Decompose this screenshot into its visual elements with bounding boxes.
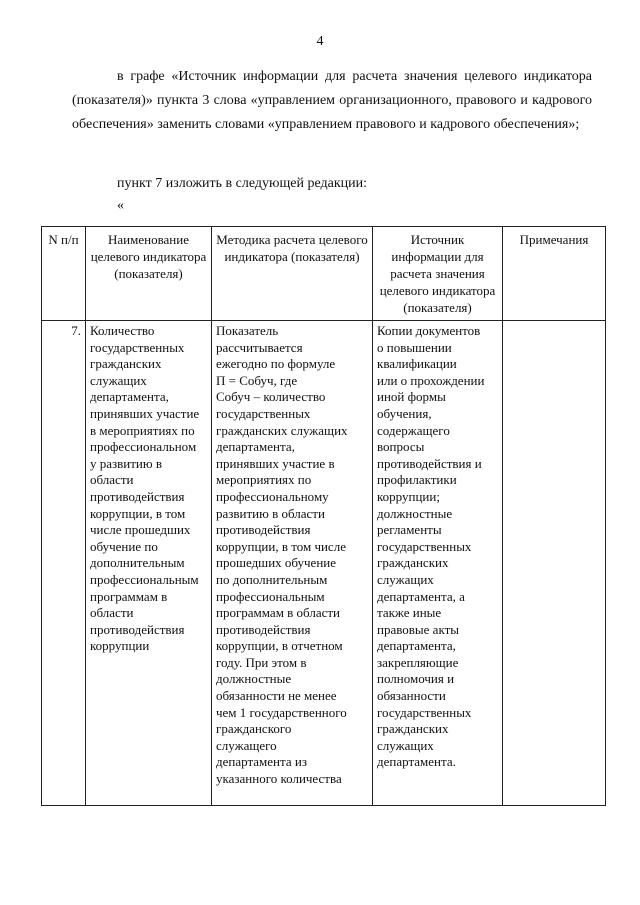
cell-notes: [503, 321, 606, 806]
header-method: Методика расчета целевого индикатора (показателя): [212, 227, 373, 321]
indicator-table: [41, 226, 606, 806]
paragraph-item7-text: пункт 7 изложить в следующей редакции:: [117, 176, 367, 191]
cell-method: Показатель рассчитывается ежегодно по формуле П = Cобуч, где Собуч – количество государственных гражданских служащих департамента, принявших участие в мероприятиях по профессиональному развитию в области противодействия коррупции, в том числе прошедших обучение по дополнительным профессиональным программам в области противодействия коррупции, в отчетном году. При этом в должностные обязанности не менее чем 1 государственного гражданского служащего департамента из указанного количества: [212, 321, 373, 806]
paragraph-amendment: [72, 65, 592, 137]
header-name: Наименование целевого индикатора (показателя): [86, 227, 212, 321]
paragraph-item7: [72, 172, 592, 196]
cell-num: 7.: [42, 321, 86, 806]
header-source: Источник информации для расчета значения целевого индикатора (показателя): [373, 227, 503, 321]
table-header-row: [42, 227, 606, 321]
header-num: N п/п: [42, 227, 86, 321]
paragraph-amendment-text: в графе «Источник информации для расчета значения целевого индикатора (показателя)» пункта 3 слова «управлением организационного, правового и кадрового обеспечения» заменить словами «управлением правового и кадрового обеспечения»;: [72, 69, 592, 132]
cell-source: Копии документов о повышении квалификации или о прохождении иной формы обучения, содержащего вопросы противодействия и профилактики коррупции; должностные регламенты государственных гражданских служащих департамента, а также иные правовые акты департамента, закрепляющие полномочия и обязанности государственных гражданских служащих департамента.: [373, 321, 503, 806]
table-row: [42, 321, 606, 806]
page-number: 4: [316, 34, 324, 49]
header-notes: Примечания: [503, 227, 606, 321]
cell-name: Количество государственных гражданских служащих департамента, принявших участие в мероприятиях по профессиональном у развитию в области противодействия коррупции, в том числе прошедших обучение по дополнительным профессиональным программам в области противодействия коррупции: [86, 321, 212, 806]
quote-open-mark: «: [117, 198, 124, 213]
